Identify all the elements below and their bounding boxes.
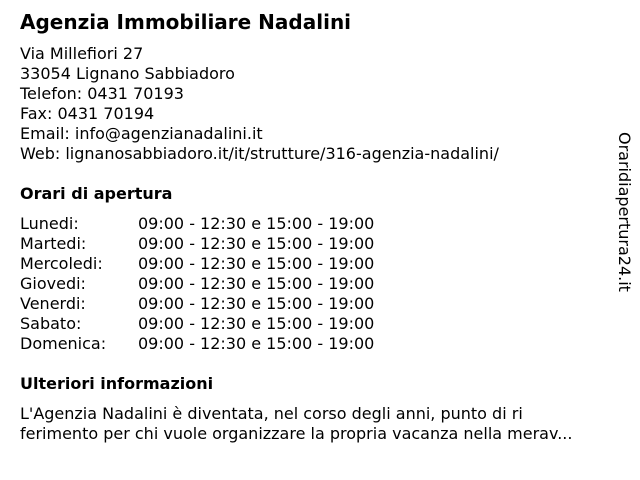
hours-row xyxy=(20,234,374,254)
hours-row xyxy=(20,314,374,334)
city: 33054 Lignano Sabbiadoro xyxy=(20,64,235,83)
hours-row xyxy=(20,334,374,354)
hours-day: Martedi: xyxy=(20,234,87,253)
hours-row xyxy=(20,214,374,234)
hours-day: Giovedi: xyxy=(20,274,86,293)
fax: Fax: 0431 70194 xyxy=(20,104,155,123)
description xyxy=(20,404,620,444)
hours-time: 09:00 - 12:30 e 15:00 - 19:00 xyxy=(138,254,375,273)
description-line: L'Agenzia Nadalini è diventata, nel corso degli anni, punto di ri xyxy=(20,404,523,423)
address-block xyxy=(20,44,499,164)
watermark: Oraridiapertura24.it xyxy=(615,132,634,292)
hours-day: Sabato: xyxy=(20,314,82,333)
hours-time: 09:00 - 12:30 e 15:00 - 19:00 xyxy=(138,214,375,233)
hours-day: Mercoledi: xyxy=(20,254,103,273)
opening-hours-table xyxy=(20,214,374,354)
hours-day: Lunedi: xyxy=(20,214,79,233)
page-title: Agenzia Immobiliare Nadalini xyxy=(20,10,352,34)
hours-heading: Orari di apertura xyxy=(20,184,173,203)
hours-day: Domenica: xyxy=(20,334,107,353)
description-line: ferimento per chi vuole organizzare la propria vacanza nella merav... xyxy=(20,424,573,443)
phone: Telefon: 0431 70193 xyxy=(20,84,184,103)
website: Web: lignanosabbiadoro.it/it/strutture/316-agenzia-nadalini/ xyxy=(20,144,499,163)
info-heading: Ulteriori informazioni xyxy=(20,374,214,393)
hours-time: 09:00 - 12:30 e 15:00 - 19:00 xyxy=(138,274,375,293)
hours-time: 09:00 - 12:30 e 15:00 - 19:00 xyxy=(138,234,375,253)
hours-row xyxy=(20,294,374,314)
hours-time: 09:00 - 12:30 e 15:00 - 19:00 xyxy=(138,314,375,333)
hours-day: Venerdi: xyxy=(20,294,86,313)
email: Email: info@agenzianadalini.it xyxy=(20,124,263,143)
hours-row xyxy=(20,274,374,294)
hours-time: 09:00 - 12:30 e 15:00 - 19:00 xyxy=(138,334,375,353)
hours-row xyxy=(20,254,374,274)
hours-time: 09:00 - 12:30 e 15:00 - 19:00 xyxy=(138,294,375,313)
street: Via Millefiori 27 xyxy=(20,44,144,63)
